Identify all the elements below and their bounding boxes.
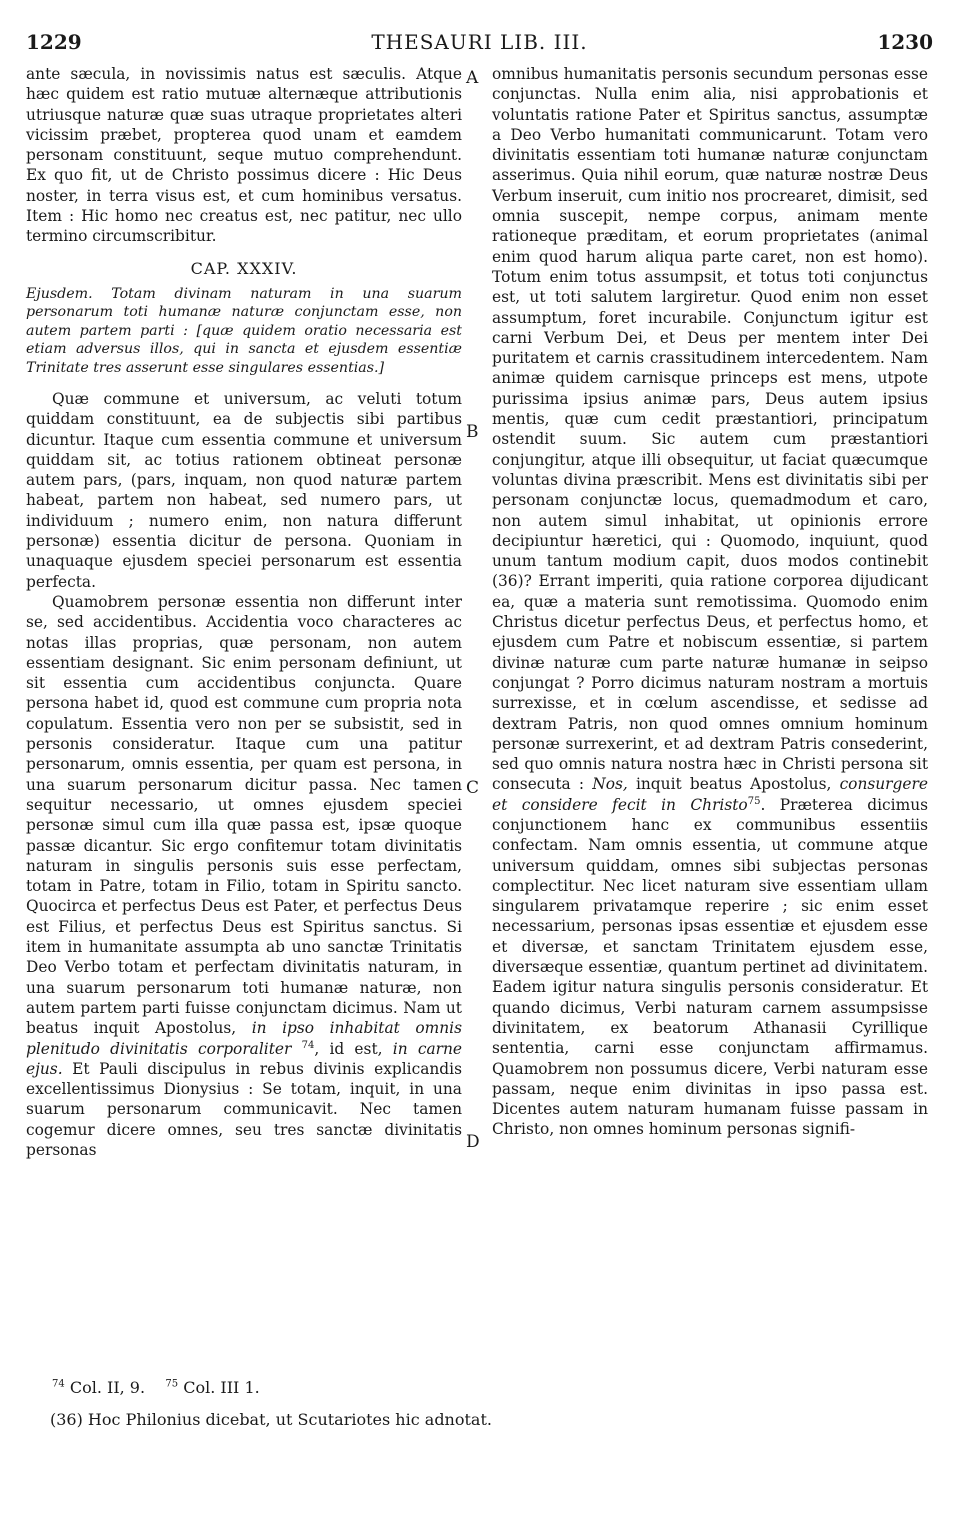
footnote-ref-74: 74 — [301, 1039, 315, 1051]
footnote-ref-75: 75 — [747, 795, 761, 807]
r1-mid: inquit beatus Apostolus, — [635, 775, 832, 794]
left-paragraph-2: Quæ commune et universum, ac veluti totum quiddam constituunt, ea de subjectis sibi partibus dicuntur. Itaque cum essentia commune et universum quiddam sit, ac totius rationem obtineat personæ autem pars, (pars, inquam, non quod naturæ partem habeat, partem non habeat, sed numero pars, ut individuum ; numero enim, non natura differunt personæ) essentia dicitur de persona. Quoniam in unaquaque ejusdem speciei personarum est essentia perfecta. — [26, 390, 462, 591]
p3-end: Et Pauli discipulus in rebus divinis explicandis excellentissimus Dionysius : Se totam, inquit, in una suarum personarum communicavit. Nec tamen cogemur dicere omnes, seu tres sanctæ divinitatis personas — [26, 1059, 462, 1159]
p3-mid: , id est, — [314, 1039, 383, 1058]
summary-bracket: [quæ quidem oratio necessaria est etiam adversus illos, qui in sancta et ejusdem essentiæ Trinitate tres asserunt esse singulares essentias.] — [26, 322, 462, 376]
r1-text-c: . Præterea dicimus conjunctionem hanc ex communibus essentiis confectam. Nam omnis essentia, ut commune atque universum quiddam, omnes sibi subjectas personas complectitur. Nec licet naturam sive essentiam ullam singularem privatamque reperire ; sic enim esset necessarium, personas ipsas essentiæ et ejusdem esse et diversæ, et sanctam Trinitatem ejusdem esse, diversæque essentiæ, quantum pertinet ad divinitatem. Eadem igitur natura singulis personis consideratur. Et quando dicimus, Verbi naturam carnem assumpsisse divinitatem, ex beatorum Athanasii Cyrillique sententia, carni esse conjunctam affirmamus. Quamobrem non possumus dicere, Verbi naturam esse passam, neque enim divinitas in ipso passa est. Dicentes autem naturam humanam fuisse passam in Christo, non omnes hominum personas signifi- — [492, 795, 929, 1139]
footnotes-row — [52, 1378, 260, 1397]
footnote-36: (36) Hoc Philonius dicebat, ut Scutariotes hic adnotat. — [50, 1410, 492, 1429]
margin-letter-d: D — [466, 1132, 480, 1152]
r1-text-a: omnibus humanitatis personis secundum personas esse conjunctas. Nulla enim alia, nisi approbationis et voluntatis ratione Pater et Spiritus sanctus, assumptæ a Deo Verbo humanitati communicarunt. Totam vero divinitatis essentiam toti humanæ naturæ conjunctam asserimus. Quia nihil eorum, quæ naturæ nostræ Deus Verbum inseruit, cum initio nos procrearet, dimisit, sed omnia suscepit, nempe corpus, animam mente rationeque præditam, et eorum proprietates (animal enim quod harum aliqua parte caret, non est homo). Totum enim totus assumpsit, et totus toti conjunctus est, ut toti salutem largiretur. Quod enim non esset assumptum, foret incurabile. Conjunctum igitur est carni Verbum Dei, et Deus per mentem inter Dei puritatem et carnis crassitudinem intercedentem. Nam animæ quidem carnisque princeps est mens, utpote purissima ipsius animæ pars, Deus autem ipsius mentis, quæ cum cedit præstantiori, principatum ostendit suum. Sic autem cum præstantiori conjungitur, atque illi obsequitur, ut faciat quæcumque voluntas divina præscribit. Mens est divinitatis sibi per personam conjunctæ locus, quemadmodum et caro, non autem simul inhabitat, ut opinionis errore decipiuntur hæretici, qui : Quomodo, inquiunt, quod unum tantum modium capit, duos modos continebit — [492, 65, 928, 571]
footnote-75-text: Col. III 1. — [183, 1378, 260, 1397]
margin-letter-c: C — [466, 778, 480, 798]
right-column — [492, 64, 928, 1140]
page-number-right: 1230 — [877, 30, 933, 54]
summary-text: Ejusdem. Totam divinam naturam in una suarum personarum toti humanæ naturæ conjunctam esse, non autem partem parti : — [26, 285, 462, 339]
running-title: THESAURI LIB. III. — [371, 30, 588, 54]
right-paragraph-1 — [492, 64, 928, 1140]
left-column — [26, 64, 462, 1160]
page-number-left: 1229 — [26, 30, 82, 54]
footnote-74-text: Col. II, 9. — [69, 1378, 146, 1397]
r1-quote-1: Nos, — [592, 775, 628, 794]
chapter-heading: CAP. XXXIV. — [190, 258, 298, 278]
left-paragraph-1: ante sæcula, in novissimis natus est sæculis. Atque hæc quidem est ratio mutuæ alternæque attributionis utriusque naturæ quæ suas utraque proprietates alteri vicissim præbet, propterea quod unam et eamdem personam constituunt, seque mutuo comprehendunt. Ex quo fit, ut de Christo possimus dicere : Hic Deus noster, in terra visus est, et cum hominibus versatus. Item : Hic homo nec creatus est, nec patitur, nec ullo termino circumscribitur. — [26, 65, 462, 246]
p3-quote-2: in carne ejus. — [26, 1039, 462, 1078]
r1-text-b: ? Errant imperiti, quia ratione corporea dijudicant ea, quæ a materia sunt remotissima. Quomodo enim Christus dicetur perfectus Deus, et perfectus homo, et ejusdem cum Patre et nobiscum essentiæ, si partem divinæ naturæ cum parte naturæ humanæ in seipso conjungat ? Porro dicimus naturam nostram a mortuis surrexisse, et in cœlum ascendisse, et sedisse ad dextram Patris, non quod omnes omnium hominum personæ surrexerint, et ad dextram Patris consederint, sed quo omnis natura nostra hæc in Christi persona sit consecuta : — [492, 572, 928, 794]
page-header — [26, 30, 933, 62]
p3-quote-1: in ipso inhabitat omnis plenitudo divinitatis corporaliter — [26, 1019, 462, 1058]
left-paragraph-3 — [26, 592, 462, 1160]
margin-letter-b: B — [466, 422, 479, 442]
footnote-74-number: 74 — [52, 1378, 65, 1390]
footnote-ref-36: (36) — [492, 572, 524, 591]
margin-letter-a: A — [466, 68, 479, 88]
footnote-75-number: 75 — [165, 1378, 179, 1390]
p3-text: Quamobrem personæ essentia non differunt inter se, sed accidentibus. Accidentia voco characteres ac notas illas proprias, quæ personam, non autem essentiam designant. Sic enim personam definiunt, ut sit essentia cum accidentibus conjuncta. Quare persona habet id, quod est commune cum propria nota copulatum. Essentia vero non per se subsistit, sed in personis consideratur. Itaque cum una patitur personarum, omnis essentia, per quam est persona, in una suarum personarum dicitur passa. Nec tamen sequitur necessario, ut omnes ejusdem speciei personæ simul cum illa quæ passa est, ipsæ quoque passæ dicantur. Sic ergo confitemur totam divinitatis naturam in singulis personis suis esse perfectam, totam in Patre, totam in Filio, totam in Spiritu sancto. Quocirca et perfectus Deus est Pater, et perfectus Deus est Filius, et perfectus Deus est Spiritus sanctus. Si item in humanitate assumpta ab uno sanctæ Trinitatis Deo Verbo totam et perfectam divinitatis naturam, in una suarum personarum toti humanæ naturæ, non autem partem parti fuisse conjunctam dicimus. Nam ut beatus inquit Apostolus, — [26, 592, 462, 1038]
chapter-summary — [26, 285, 462, 377]
r1-quote-2: consurgere et considere fecit in Christo — [492, 775, 928, 814]
